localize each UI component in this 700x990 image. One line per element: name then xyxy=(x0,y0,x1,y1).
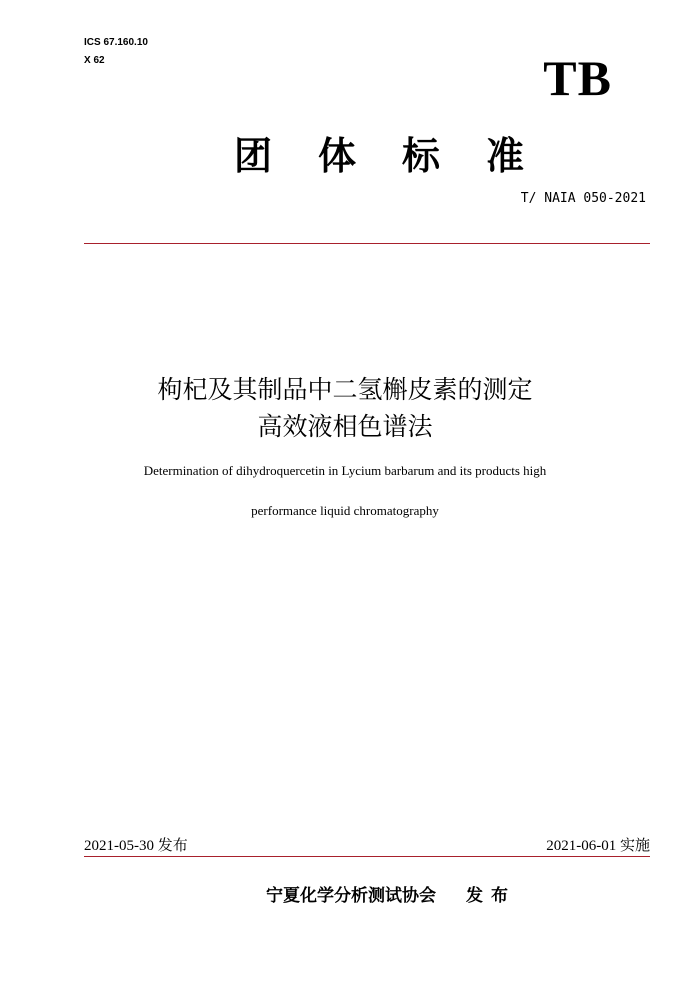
publish-date: 2021-05-30 发布 xyxy=(84,838,188,854)
standard-type-char: 标 xyxy=(401,134,440,178)
issue-label: 发布 xyxy=(466,886,516,906)
top-divider xyxy=(84,243,650,244)
tb-logo: TB xyxy=(543,50,612,106)
standard-number: T/ NAIA 050-2021 xyxy=(520,191,646,206)
publisher-line xyxy=(266,885,516,907)
standard-type-heading xyxy=(234,130,524,182)
classification-code: X 62 xyxy=(84,55,105,66)
title-en-line-2: performance liquid chromatography xyxy=(251,503,439,518)
effective-date: 2021-06-01 实施 xyxy=(546,838,650,854)
standard-type-char: 准 xyxy=(485,134,524,178)
title-zh-line-2: 高效液相色谱法 xyxy=(257,412,433,441)
ics-code: ICS 67.160.10 xyxy=(84,37,148,48)
standard-type-char: 体 xyxy=(317,134,356,178)
publisher-name: 宁夏化学分析测试协会 xyxy=(266,886,436,906)
bottom-divider xyxy=(84,856,650,857)
title-zh-line-1: 枸杞及其制品中二氢槲皮素的测定 xyxy=(157,375,533,404)
standard-type-char: 团 xyxy=(234,134,273,178)
title-en-line-1: Determination of dihydroquercetin in Lycium barbarum and its products high xyxy=(143,463,547,478)
